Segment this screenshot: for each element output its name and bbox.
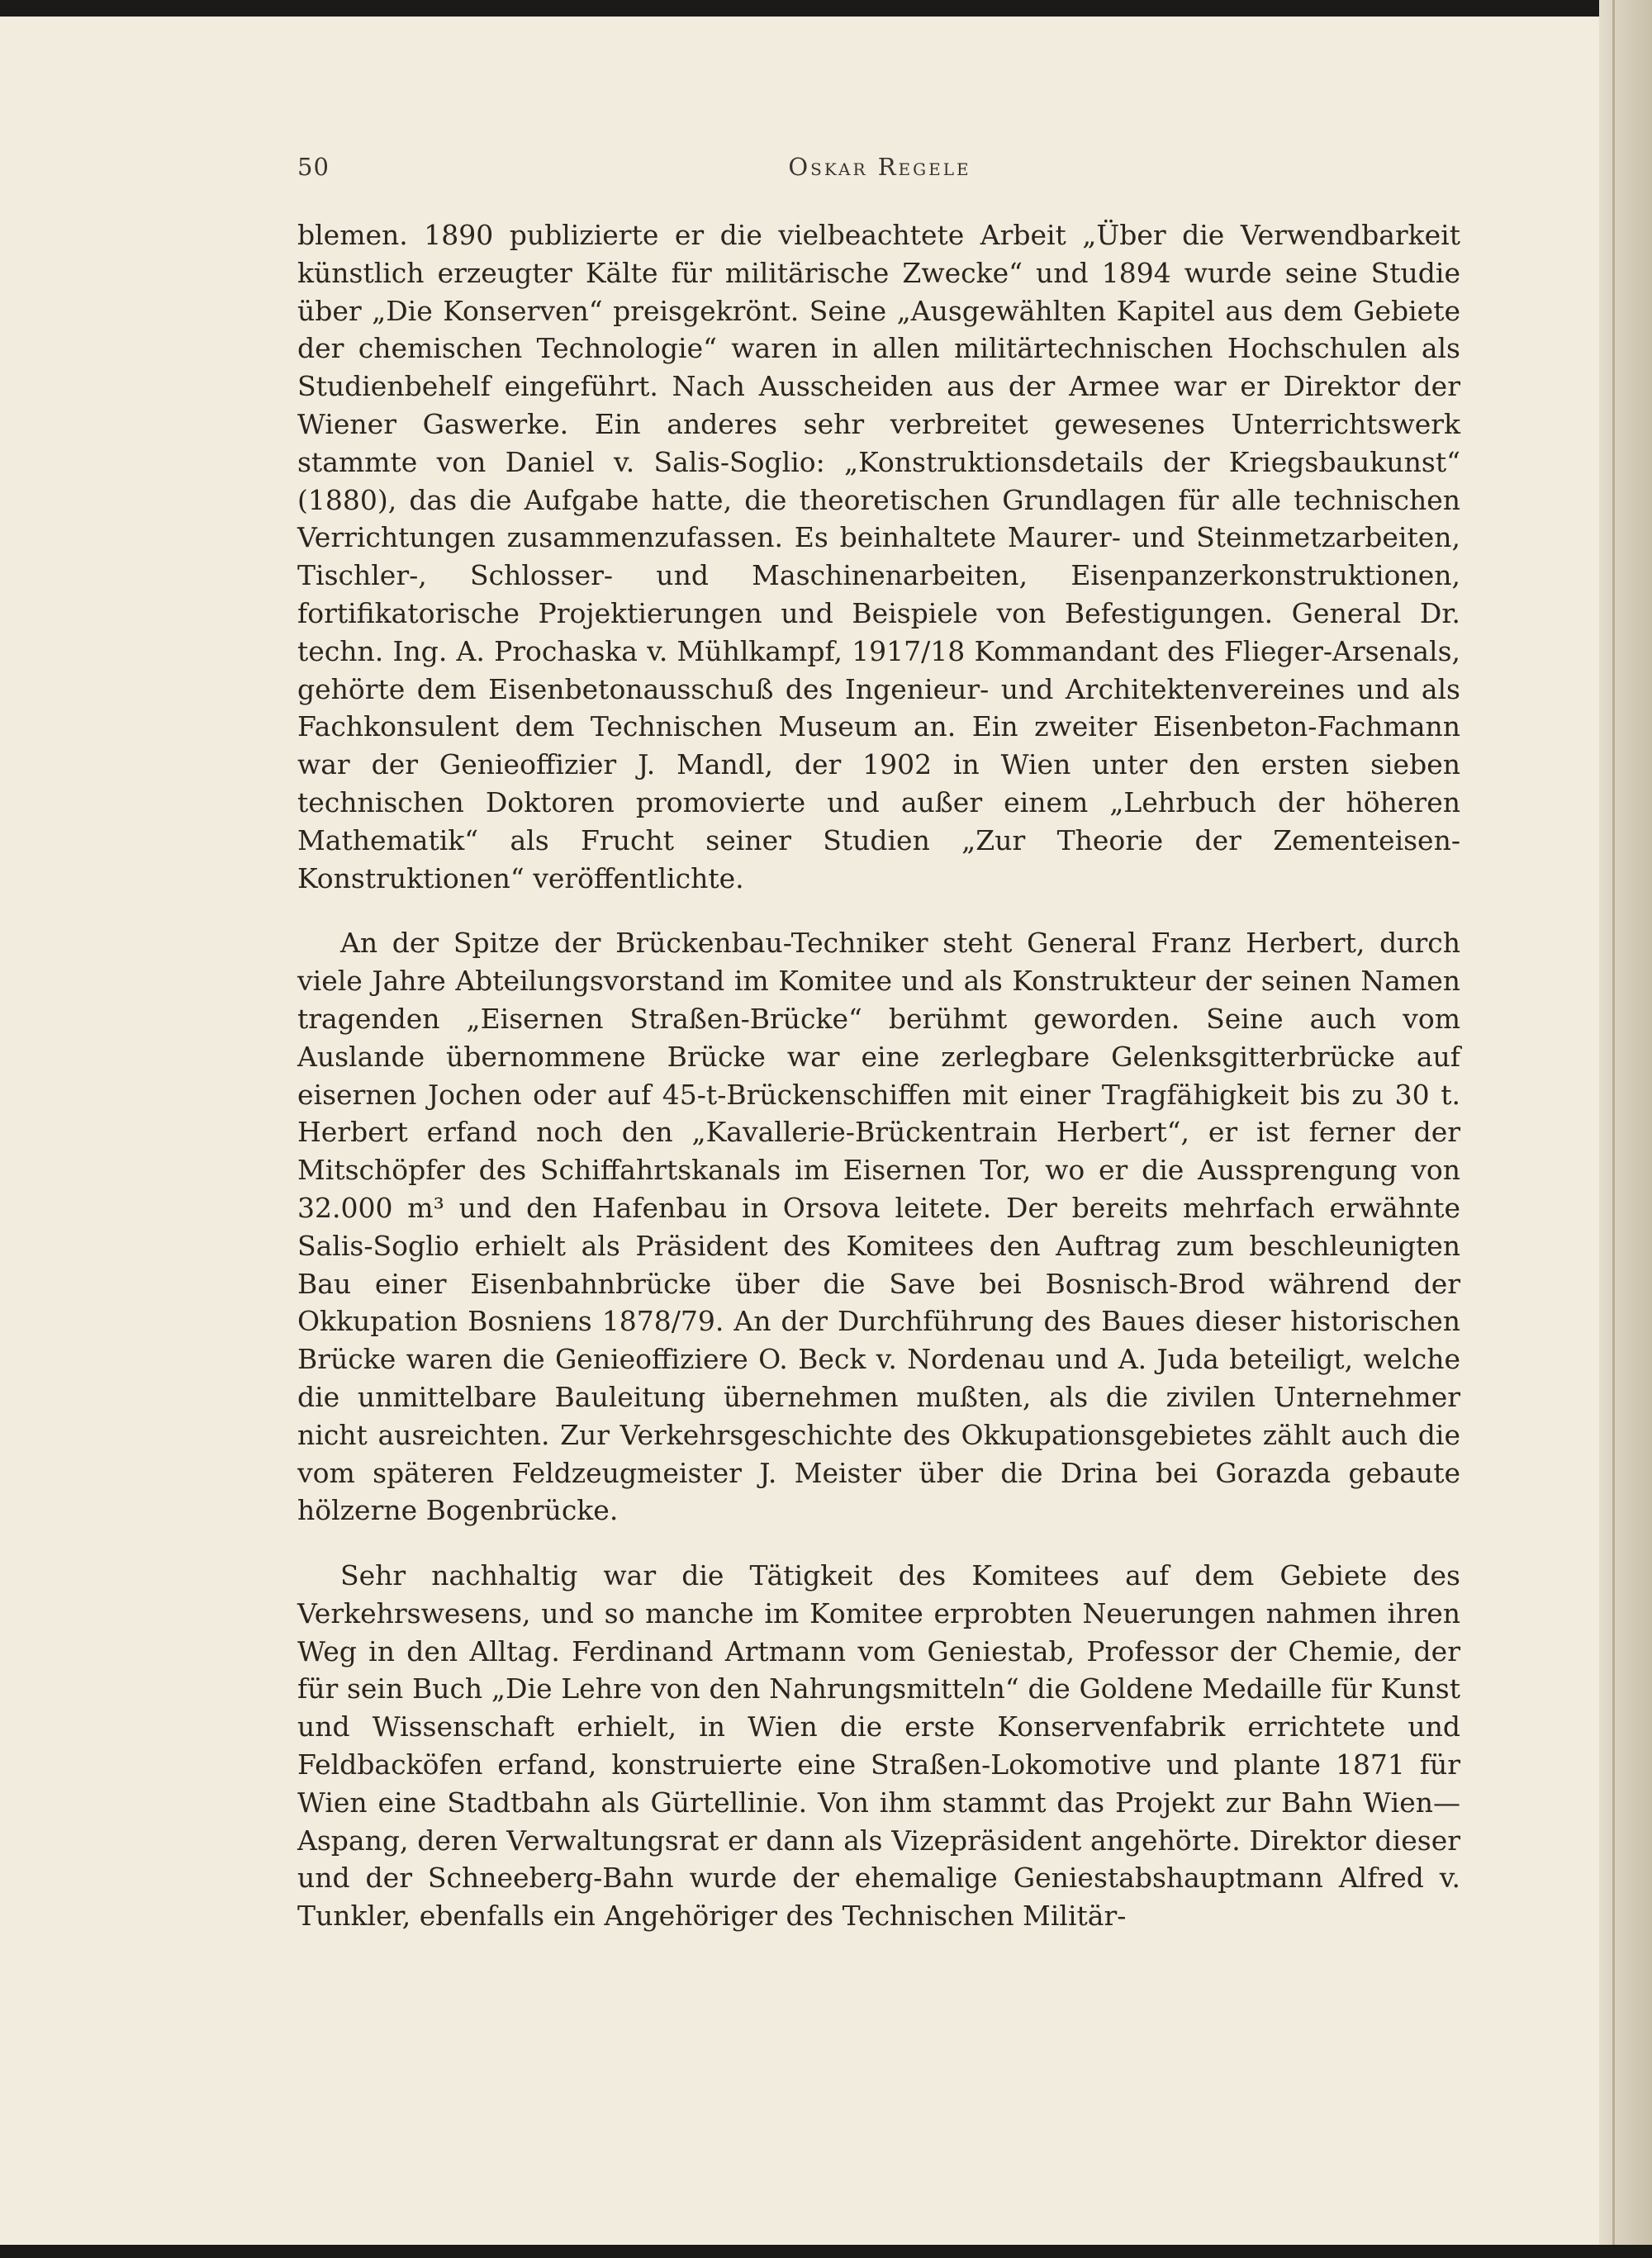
running-title: Oskar Regele	[788, 153, 971, 181]
scan-border-bottom	[0, 2245, 1652, 2258]
paragraph-2: An der Spitze der Brückenbau-Techniker steht General Franz Herbert, durch viele Jahre Abteilungsvorstand im Komitee und als Konstrukteur der seinen Namen tragenden „Eisernen Straßen-Brücke“ berühmt geworden. Seine auch vom Auslande übernommene Brücke war eine zerlegbare Gelenksgitterbrücke auf eisernen Jochen oder auf 45-t-Brückenschiffen mit einer Tragfähigkeit bis zu 30 t. Herbert erfand noch den „Kavallerie-Brückentrain Herbert“, er ist ferner der Mitschöpfer des Schiffahrtskanals im Eisernen Tor, wo er die Aussprengung von 32.000 m³ und den Hafenbau in Orsova leitete. Der bereits mehrfach erwähnte Salis-Soglio erhielt als Präsident des Komitees den Auftrag zum beschleunigten Bau einer Eisenbahnbrücke über die Save bei Bosnisch-Brod während der Okkupation Bosniens 1878/79. An der Durchführung des Baues dieser historischen Brücke waren die Genieoffiziere O. Beck v. Nordenau und A. Juda beteiligt, welche die unmittelbare Bauleitung übernehmen mußten, als die zivilen Unternehmer nicht ausreichten. Zur Verkehrsgeschichte des Okkupationsgebietes zählt auch die vom späteren Feldzeugmeister J. Meister über die Drina bei Gorazda gebaute hölzerne Bogenbrücke.	[297, 927, 1460, 1527]
page-number: 50	[297, 153, 330, 181]
scan-border-top	[0, 0, 1652, 17]
scan-border-right	[1599, 0, 1652, 2258]
paragraph-1: blemen. 1890 publizierte er die vielbeachtete Arbeit „Über die Verwendbarkeit künstlich erzeugter Kälte für militärische Zwecke“ und 1894 wurde seine Studie über „Die Konserven“ preisgekrönt. Seine „Ausgewählten Kapitel aus dem Gebiete der chemischen Technologie“ waren in allen militärtechnischen Hochschulen als Studienbehelf eingeführt. Nach Ausscheiden aus der Armee war er Direktor der Wiener Gaswerke. Ein anderes sehr verbreitet gewesenes Unterrichtswerk stammte von Daniel v. Salis-Soglio: „Konstruktionsdetails der Kriegsbaukunst“ (1880), das die Aufgabe hatte, die theoretischen Grundlagen für alle technischen Verrichtungen zusammenzufassen. Es beinhaltete Maurer- und Steinmetzarbeiten, Tischler-, Schlosser- und Maschinenarbeiten, Eisenpanzerkonstruktionen, fortifikatorische Projektierungen und Beispiele von Befestigungen. General Dr. techn. Ing. A. Prochaska v. Mühlkampf, 1917/18 Kommandant des Flieger-Arsenals, gehörte dem Eisenbetonausschuß des Ingenieur- und Architektenvereines und als Fachkonsulent dem Technischen Museum an. Ein zweiter Eisenbeton-Fachmann war der Genieoffizier J. Mandl, der 1902 in Wien unter den ersten sieben technischen Doktoren promovierte und außer einem „Lehrbuch der höheren Mathematik“ als Frucht seiner Studien „Zur Theorie der Zementeisen-Konstruktionen“ veröffentlichte.	[297, 219, 1460, 894]
paragraph-3: Sehr nachhaltig war die Tätigkeit des Komitees auf dem Gebiete des Verkehrswesens, und so manche im Komitee erprobten Neuerungen nahmen ihren Weg in den Alltag. Ferdinand Artmann vom Geniestab, Professor der Chemie, der für sein Buch „Die Lehre von den Nahrungsmitteln“ die Goldene Medaille für Kunst und Wissenschaft erhielt, in Wien die erste Konservenfabrik errichtete und Feldbacköfen erfand, konstruierte eine Straßen-Lokomotive und plante 1871 für Wien eine Stadtbahn als Gürtellinie. Von ihm stammt das Projekt zur Bahn Wien—Aspang, deren Verwaltungsrat er dann als Vizepräsident angehörte. Direktor dieser und der Schneeberg-Bahn wurde der ehemalige Geniestabshauptmann Alfred v. Tunkler, ebenfalls ein Angehöriger des Technischen Militär-	[297, 1559, 1460, 1933]
body-text	[297, 216, 1460, 1935]
page-header	[297, 153, 1462, 202]
